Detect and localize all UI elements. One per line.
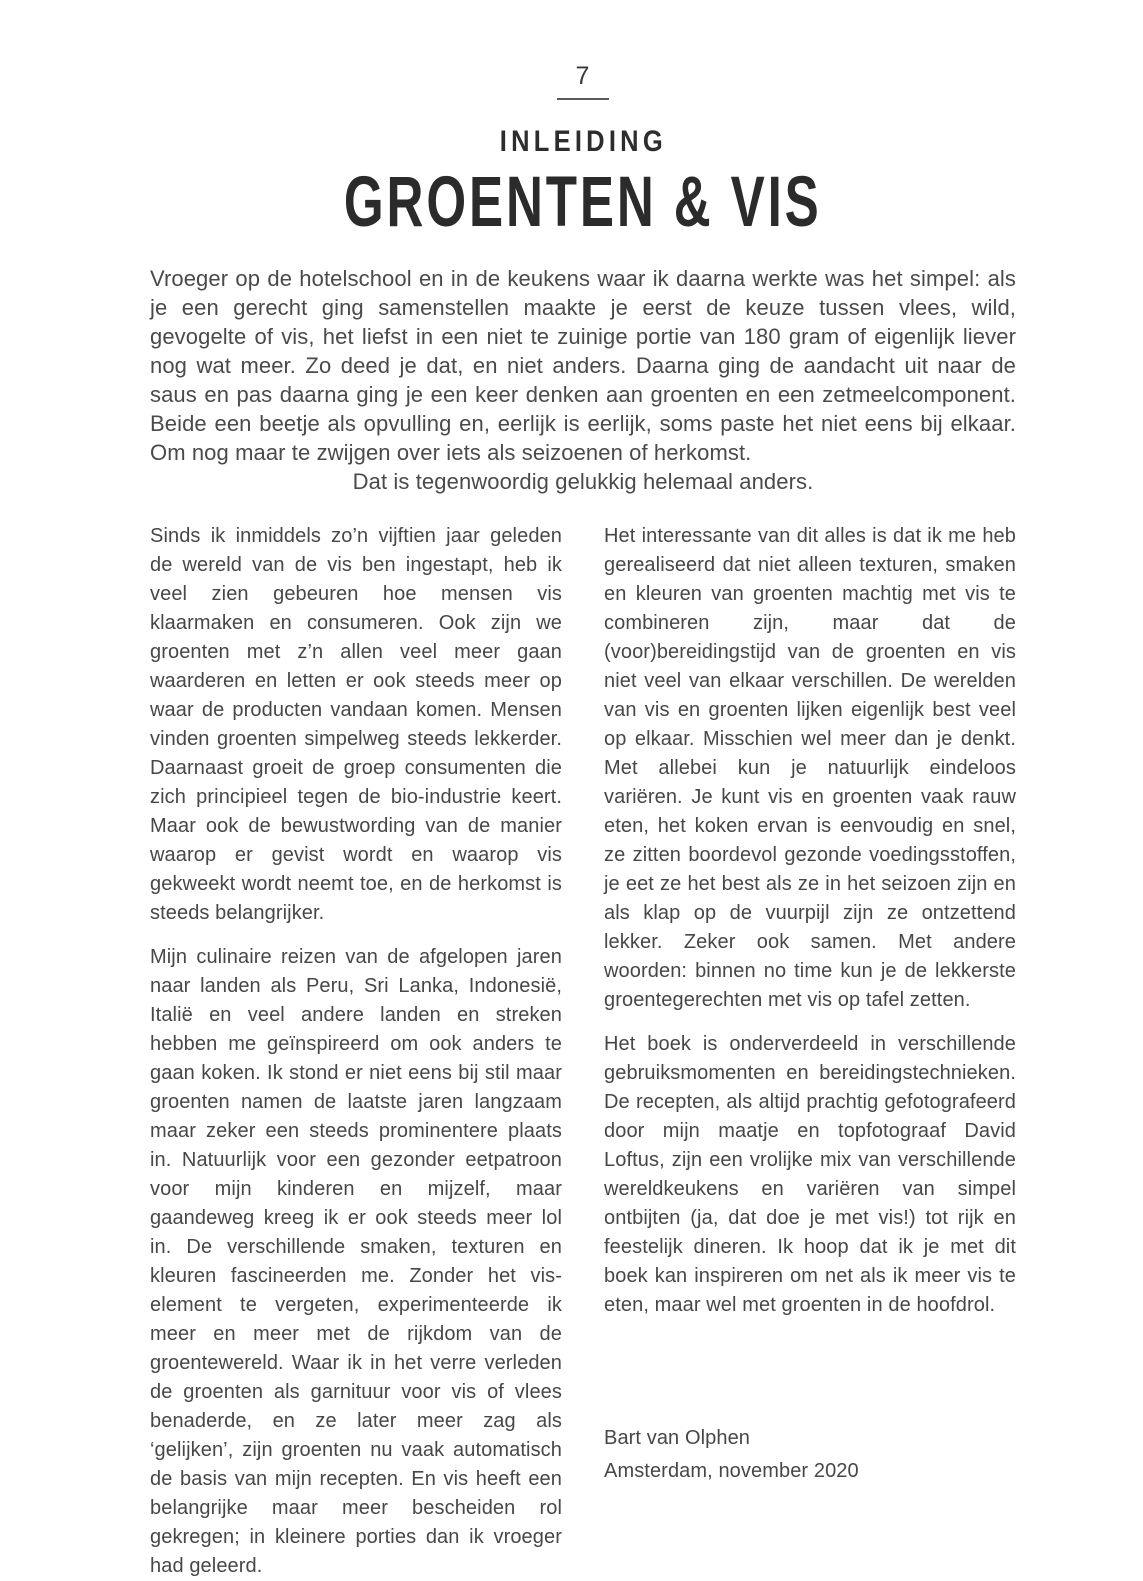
body-columns xyxy=(150,522,1016,1581)
intro-section xyxy=(150,264,1016,496)
right-column xyxy=(604,522,1016,1581)
page-number-wrap xyxy=(150,64,1016,100)
left-column-paragraph-1: Sinds ik inmiddels zo’n vijftien jaar geleden de wereld van de vis ben ingestapt, heb ik veel zien gebeuren hoe mensen vis klaarmaken en consumeren. Ook zijn we groenten met z’n allen veel meer gaan waarderen en letten er ook steeds meer op waar de producten vandaan komen. Mensen vinden groenten simpelweg steeds lekkerder. Daarnaast groeit de groep consumenten die zich principieel tegen de bio-industrie keert. Maar ook de bewustwording van de manier waarop er gevist wordt en waarop vis gekweekt wordt neemt toe, en de herkomst is steeds belangrijker. xyxy=(150,525,562,924)
page-content xyxy=(150,0,1016,1581)
left-column xyxy=(150,522,562,1581)
page-title: GROENTEN & VIS xyxy=(344,163,822,242)
signature-block xyxy=(604,1422,1016,1488)
signature-place-date: Amsterdam, november 2020 xyxy=(604,1460,859,1482)
author-name: Bart van Olphen xyxy=(604,1427,751,1449)
right-column-paragraph-2: Het boek is onderverdeeld in verschillende gebruiksmomenten en bereidingstechnieken. De recepten, als altijd prachtig gefotografeerd door mijn maatje en topfotograaf David Loftus, zijn een vrolijke mix van verschillende wereldkeukens en variëren van simpel ontbijten (ja, dat doe je met vis!) tot rijk en feestelijk dineren. Ik hoop dat ik je met dit boek kan inspireren om net als ik meer vis te eten, maar wel met groenten in de hoofdrol. xyxy=(604,1033,1016,1316)
right-column-paragraph-1: Het interessante van dit alles is dat ik me heb gerealiseerd dat niet alleen texturen, smaken en kleuren van groenten machtig met vis te combineren zijn, maar dat de (voor)bereidingstijd van de groenten en vis niet veel van elkaar verschillen. De werelden van vis en groenten lijken eigenlijk best veel op elkaar. Misschien wel meer dan je denkt. Met allebei kun je natuurlijk eindeloos variëren. Je kunt vis en groenten vaak rauw eten, het koken ervan is eenvoudig en snel, ze zitten boordevol gezonde voedingsstoffen, je eet ze het best als ze in het seizoen zijn en als klap op de vuurpijl zijn ze ontzettend lekker. Zeker ook samen. Met andere woorden: binnen no time kun je de lekkerste groentegerechten met vis op tafel zetten. xyxy=(604,525,1016,1011)
intro-paragraph: Vroeger op de hotelschool en in de keukens waar ik daarna werkte was het simpel: als je een gerecht ging samenstellen maakte je eerst de keuze tussen vlees, wild, gevogelte of vis, het liefst in een niet te zuinige portie van 180 gram of eigenlijk liever nog wat meer. Zo deed je dat, en niet anders. Daarna ging de aandacht uit naar de saus en pas daarna ging je een keer denken aan groenten en een zetmeelcomponent. Beide een beetje als opvulling en, eerlijk is eerlijk, soms paste het niet eens bij elkaar. Om nog maar te zwijgen over iets als seizoenen of herkomst. xyxy=(150,266,1016,465)
page-number: 7 xyxy=(557,64,610,100)
page-title-wrap xyxy=(150,163,1016,242)
intro-last-line: Dat is tegenwoordig gelukkig helemaal anders. xyxy=(352,469,814,494)
section-kicker-wrap xyxy=(150,127,1016,157)
page-header xyxy=(150,62,1016,242)
section-kicker: INLEIDING xyxy=(499,125,667,158)
left-column-paragraph-2: Mijn culinaire reizen van de afgelopen jaren naar landen als Peru, Sri Lanka, Indonesië, Italië en veel andere landen en streken hebben me geïnspireerd om ook anders te gaan koken. Ik stond er niet eens bij stil maar groenten namen de laatste jaren langzaam maar zeker een steeds prominentere plaats in. Natuurlijk voor een gezonder eetpatroon voor mijn kinderen en mijzelf, maar gaandeweg kreeg ik er ook steeds meer lol in. De verschillende smaken, texturen en kleuren fascineerden me. Zonder het vis-element te vergeten, experimenteerde ik meer en meer met de rijkdom van de groentewereld. Waar ik in het verre verleden de groenten als garnituur voor vis of vlees benaderde, en ze later meer zag als ‘gelijken’, zijn groenten nu vaak automatisch de basis van mijn recepten. En vis heeft een belangrijke maar meer bescheiden rol gekregen; in kleinere porties dan ik vroeger had geleerd. xyxy=(150,946,562,1577)
